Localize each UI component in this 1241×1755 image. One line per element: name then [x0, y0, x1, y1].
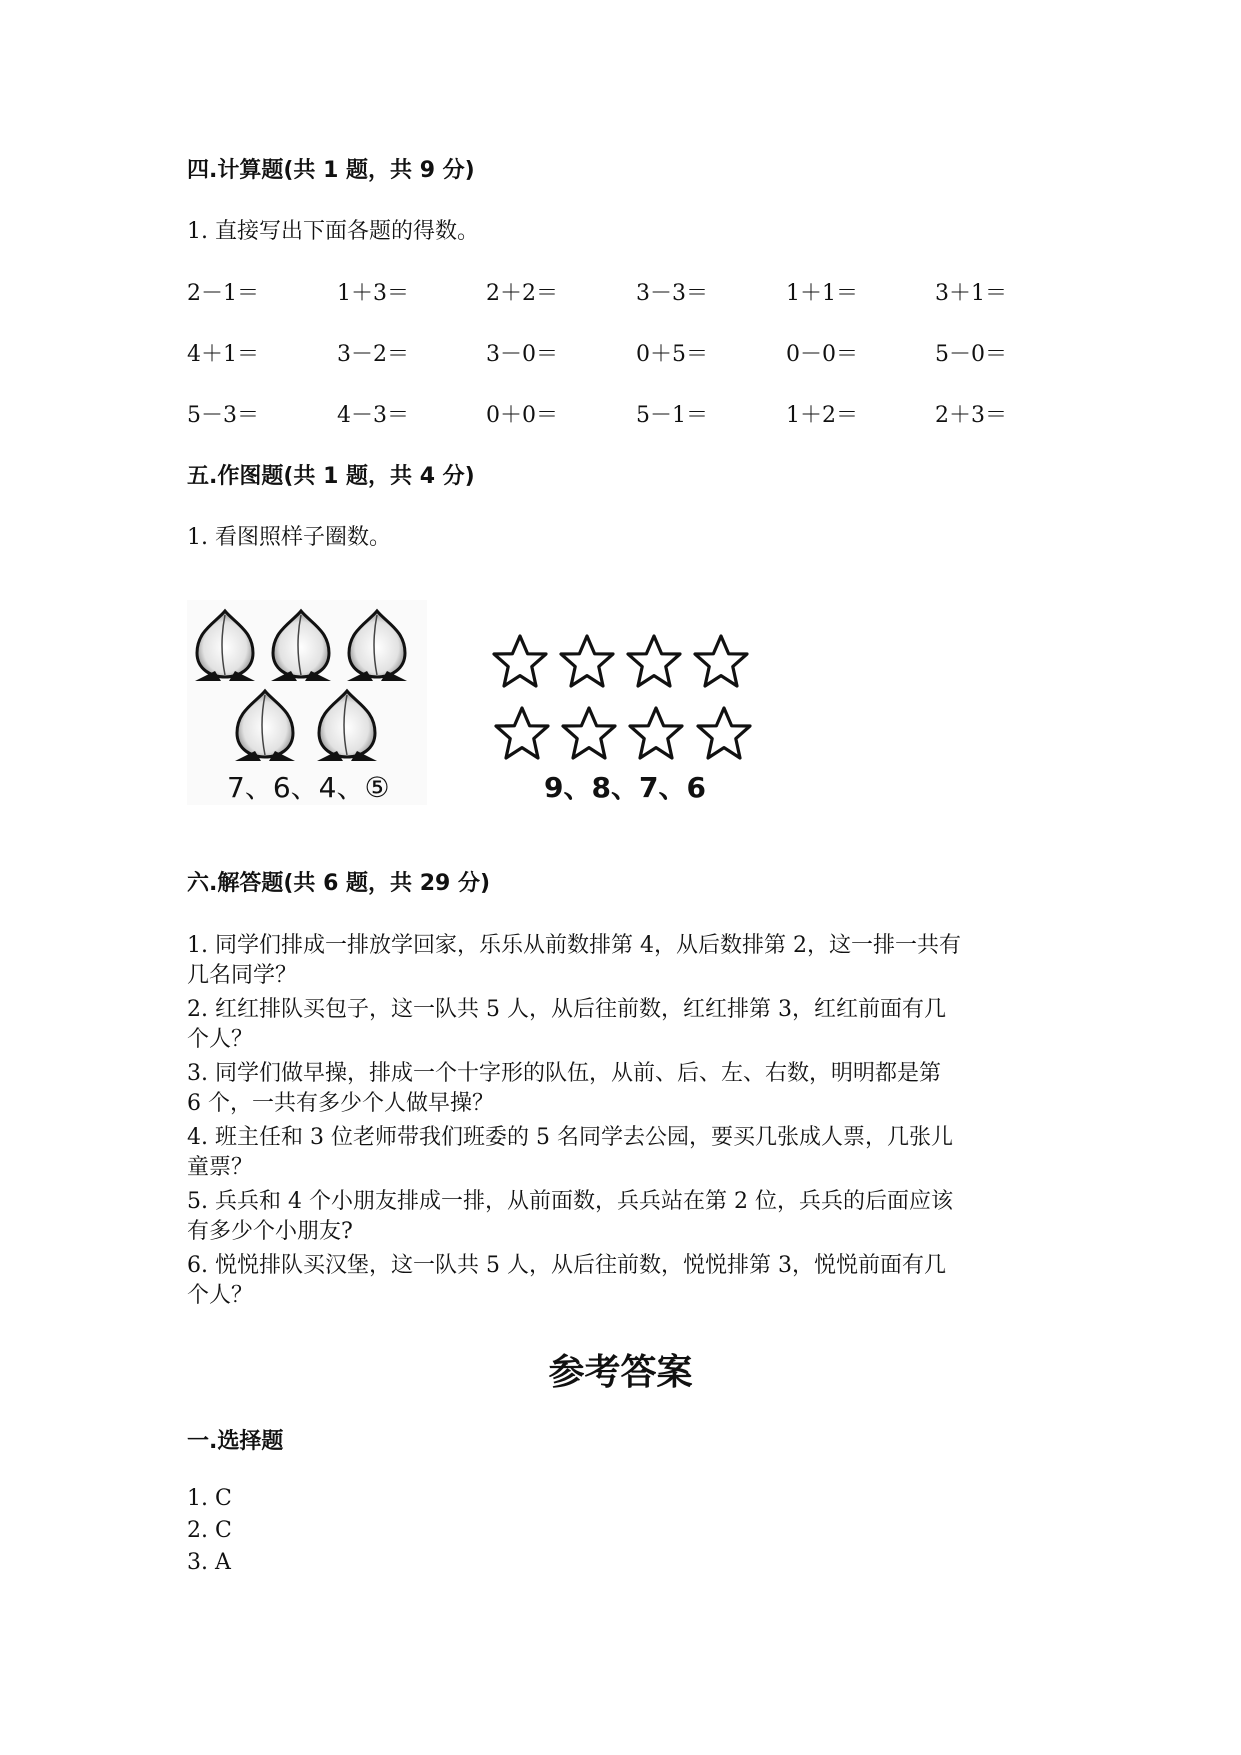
- calc-item: 2－1＝: [187, 281, 259, 306]
- answer-item: 1. C: [187, 1486, 232, 1511]
- problem-line: 童票？: [187, 1155, 254, 1180]
- peach-icon: [347, 611, 407, 681]
- problem-line: 6. 悦悦排队买汉堡，这一队共 5 人，从后往前数，悦悦排第 3，悦悦前面有几: [187, 1253, 946, 1278]
- calc-item: 3－3＝: [636, 281, 708, 306]
- calc-item: 2＋3＝: [935, 403, 1007, 428]
- calc-item: 3＋1＝: [935, 281, 1007, 306]
- section4-heading: 四.计算题(共 1 题，共 9 分): [187, 158, 475, 183]
- star-icon: [496, 708, 548, 758]
- calc-item: 3－0＝: [486, 342, 558, 367]
- calc-item: 5－0＝: [935, 342, 1007, 367]
- calc-item: 4＋1＝: [187, 342, 259, 367]
- problem-line: 个人？: [187, 1027, 254, 1052]
- calc-item: 0－0＝: [786, 342, 858, 367]
- calc-item: 0＋0＝: [486, 403, 558, 428]
- star-figure-caption: 9、8、7、6: [544, 771, 706, 804]
- star-icon: [698, 708, 750, 758]
- calc-item: 0＋5＝: [636, 342, 708, 367]
- star-icon: [630, 708, 682, 758]
- section4-question: 1. 直接写出下面各题的得数。: [187, 219, 479, 244]
- star-figure: [488, 620, 768, 810]
- problem-line: 3. 同学们做早操，排成一个十字形的队伍，从前、后、左、右数，明明都是第: [187, 1061, 941, 1086]
- section5-heading: 五.作图题(共 1 题，共 4 分): [187, 464, 475, 489]
- calc-item: 1＋2＝: [786, 403, 858, 428]
- answers-title: 参考答案: [548, 1352, 693, 1393]
- section5-question: 1. 看图照样子圈数。: [187, 525, 391, 550]
- calc-item: 1＋1＝: [786, 281, 858, 306]
- calc-item: 5－1＝: [636, 403, 708, 428]
- answers-section1-heading: 一.选择题: [187, 1429, 284, 1454]
- star-icon: [561, 636, 613, 686]
- star-icon: [494, 636, 546, 686]
- peach-icon: [235, 691, 295, 761]
- star-icon: [695, 636, 747, 686]
- problem-line: 2. 红红排队买包子，这一队共 5 人，从后往前数，红红排第 3，红红前面有几: [187, 997, 946, 1022]
- calc-item: 4－3＝: [337, 403, 409, 428]
- calc-item: 2＋2＝: [486, 281, 558, 306]
- problem-line: 4. 班主任和 3 位老师带我们班委的 5 名同学去公园，要买几张成人票，几张儿: [187, 1125, 953, 1150]
- peach-figure-caption: 7、6、4、⑤: [227, 771, 390, 804]
- peach-icon: [271, 611, 331, 681]
- peach-figure: [187, 600, 427, 805]
- star-figure-art: [488, 620, 768, 770]
- problem-line: 个人？: [187, 1283, 254, 1308]
- problem-line: 几名同学？: [187, 963, 298, 988]
- answer-item: 3. A: [187, 1550, 231, 1575]
- calc-item: 1＋3＝: [337, 281, 409, 306]
- problem-line: 1. 同学们排成一排放学回家，乐乐从前数排第 4，从后数排第 2，这一排一共有: [187, 933, 961, 958]
- peach-icon: [195, 611, 255, 681]
- star-icon: [563, 708, 615, 758]
- calc-item: 3－2＝: [337, 342, 409, 367]
- answer-item: 2. C: [187, 1518, 232, 1543]
- problem-line: 5. 兵兵和 4 个小朋友排成一排，从前面数，兵兵站在第 2 位，兵兵的后面应该: [187, 1189, 953, 1214]
- star-icon: [628, 636, 680, 686]
- problem-line: 6 个，一共有多少个人做早操？: [187, 1091, 494, 1116]
- peach-icon: [317, 691, 377, 761]
- section6-heading: 六.解答题(共 6 题，共 29 分): [187, 871, 491, 896]
- problem-line: 有多少个小朋友?: [187, 1219, 353, 1244]
- calc-item: 5－3＝: [187, 403, 259, 428]
